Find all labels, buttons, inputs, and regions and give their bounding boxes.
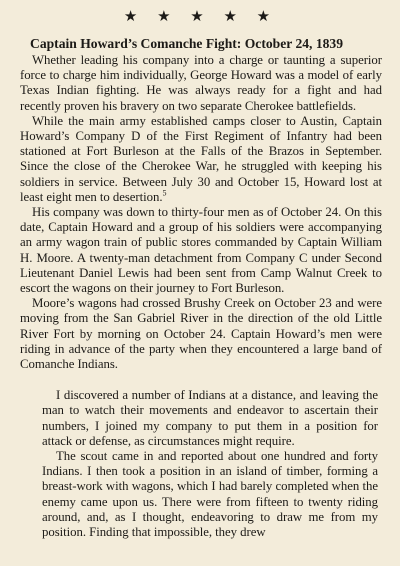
paragraph-3: His company was down to thirty-four men as of October 24. On this date, Captain Howard and a group of his soldiers were accompanying an army wagon train of public stores commanded by Captain William H. Moore. A twenty-man detachment from Company C under Second Lieutenant Daniel Lewis had been sent from Camp Walnut Creek to escort the wagons on their journey to Fort Burleson.	[20, 205, 382, 296]
block-quote-spacer	[20, 372, 382, 388]
quote-paragraph-1: I discovered a number of Indians at a distance, and leaving the man to watch their movements and endeavor to ascertain their numbers, I joined my company to put them in a position for attack or defense, as circumstances might require.	[42, 388, 378, 448]
section-heading: Captain Howard’s Comanche Fight: October 24, 1839	[30, 36, 344, 51]
footnote-marker: 5	[162, 188, 167, 198]
block-quote	[20, 388, 382, 540]
paragraph-2-text: While the main army established camps closer to Austin, Captain Howard’s Company D of the First Regiment of Infantry had been stationed at Fort Burleson at the Falls of the Brazos in September. Since the close of the Cherokee War, he struggled with keeping his soldiers in service. Between July 30 and October 15, Howard lost at least eight men to desertion.	[20, 113, 382, 204]
body-text	[20, 53, 382, 372]
paragraph-2	[20, 114, 382, 205]
paragraph-1: Whether leading his company into a charge or taunting a superior force to charge him individually, George Howard was a model of early Texas Indian fighting. He was always ready for a fight and had recently proven his bravery on two separate Cherokee battlefields.	[20, 53, 382, 113]
book-page	[20, 6, 382, 562]
quote-paragraph-2: The scout came in and reported about one hundred and forty Indians. I then took a position in an island of timber, forming a breast-work with wagons, which I had barely completed when the enemy came upon us. There were from fifteen to twenty riding around, and, as I thought, endeavoring to draw me from my position. Finding that impossible, they drew	[42, 449, 378, 540]
star-ornament: ★ ★ ★ ★ ★	[123, 9, 279, 25]
paragraph-4: Moore’s wagons had crossed Brushy Creek on October 23 and were moving from the San Gabriel River in the direction of the old Little River Fort by morning on October 24. Captain Howard’s men were riding in advance of the party when they encountered a large band of Comanche Indians.	[20, 296, 382, 372]
